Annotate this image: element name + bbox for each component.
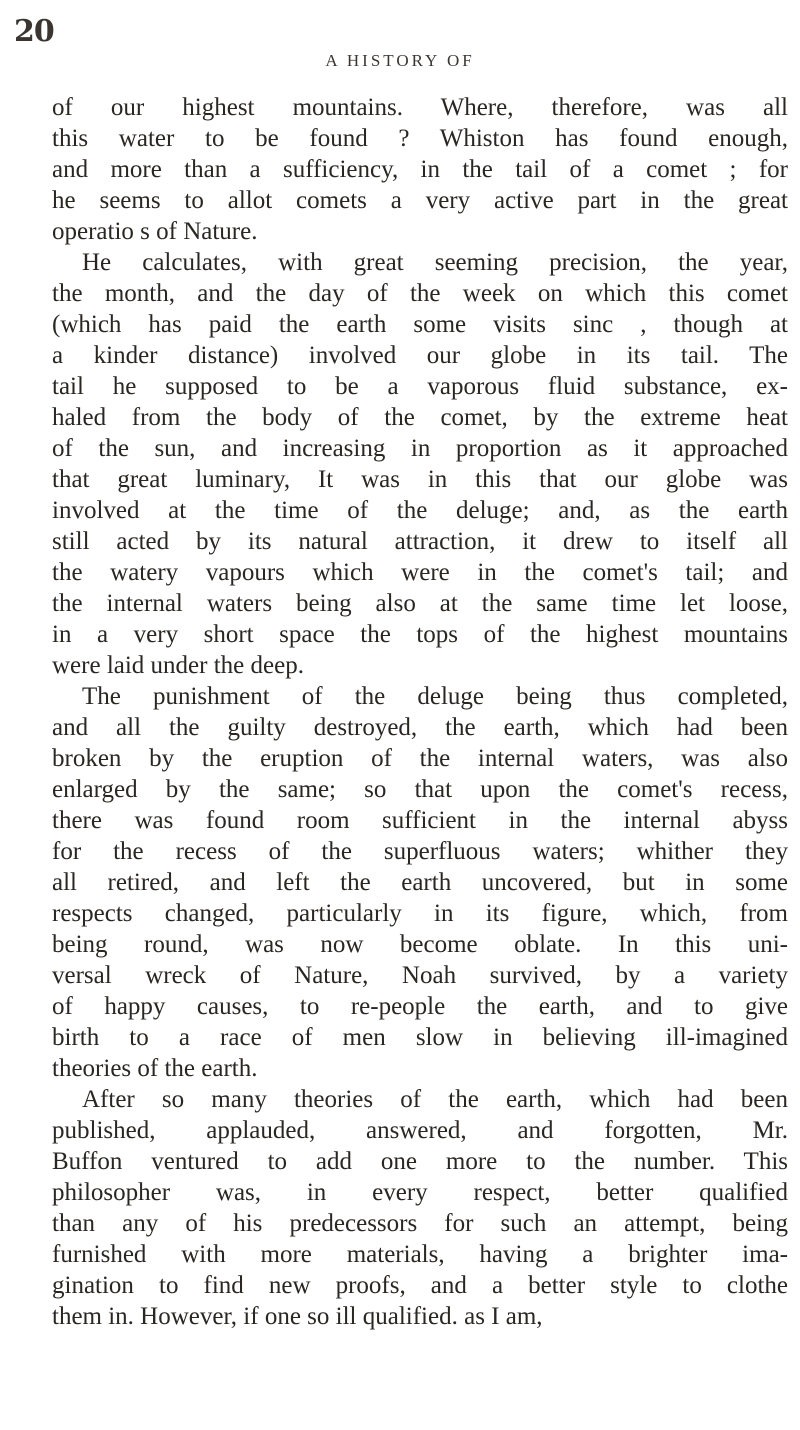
text-line: furnished with more materials, having a brighter ima- [52,1241,788,1268]
text-line: were laid under the deep. [52,652,304,679]
text-line: (which has paid the earth some visits sinc , though at [52,311,788,338]
text-line: them in. However, if one so ill qualified. as I am, [52,1303,543,1330]
text-line: Buffon ventured to add one more to the number. This [52,1148,788,1175]
paragraph [52,92,788,247]
text-line: being round, was now become oblate. In this uni- [52,931,788,958]
text-line: the internal waters being also at the same time let loose, [52,590,788,617]
paragraph [52,1084,788,1332]
text-line: versal wreck of Nature, Noah survived, by a variety [52,962,788,989]
text-line: and more than a sufficiency, in the tail of a comet ; for [52,156,788,183]
text-line: the watery vapours which were in the comet's tail; and [52,559,788,586]
text-line: of our highest mountains. Where, therefore, was all [52,94,788,121]
text-line: and all the guilty destroyed, the earth, which had been [52,714,788,741]
text-line: in a very short space the tops of the highest mountains [52,621,788,648]
text-line: than any of his predecessors for such an attempt, being [52,1210,788,1237]
running-head: A HISTORY OF [325,51,475,70]
text-line: still acted by its natural attraction, it drew to itself all [52,528,788,555]
text-line: of the sun, and increasing in proportion as it approached [52,435,788,462]
text-line: that great luminary, It was in this that our globe was [52,466,788,493]
text-line: broken by the eruption of the internal waters, was also [52,745,788,772]
text-line: the month, and the day of the week on which this comet [52,280,788,307]
paragraph [52,247,788,681]
text-line: there was found room sufficient in the internal abyss [52,807,788,834]
text-line: of happy causes, to re-people the earth, and to give [52,993,788,1020]
text-line: he seems to allot comets a very active part in the great [52,187,788,214]
text-line: He calculates, with great seeming precision, the year, [82,249,788,276]
text-line: birth to a race of men slow in believing ill-imagined [52,1024,788,1051]
text-line: this water to be found ? Whiston has found enough, [52,125,788,152]
text-line: respects changed, particularly in its figure, which, from [52,900,788,927]
text-line: haled from the body of the comet, by the extreme heat [52,404,788,431]
text-line: After so many theories of the earth, which had been [82,1086,788,1113]
text-line: operatio s of Nature. [52,218,258,245]
paragraph [52,681,788,1084]
text-line: gination to find new proofs, and a better style to clothe [52,1272,788,1299]
body-text [52,92,788,1332]
text-line: involved at the time of the deluge; and, as the earth [52,497,788,524]
text-line: a kinder distance) involved our globe in its tail. The [52,342,788,369]
text-line: theories of the earth. [52,1055,258,1082]
text-line: tail he supposed to be a vaporous fluid substance, ex- [52,373,788,400]
text-line: published, applauded, answered, and forgotten, Mr. [52,1117,788,1144]
page-number: 20 [14,14,54,49]
text-line: all retired, and left the earth uncovered, but in some [52,869,788,896]
text-line: The punishment of the deluge being thus completed, [82,683,788,710]
text-line: for the recess of the superfluous waters; whither they [52,838,788,865]
text-line: philosopher was, in every respect, better qualified [52,1179,788,1206]
text-line: enlarged by the same; so that upon the comet's recess, [52,776,788,803]
